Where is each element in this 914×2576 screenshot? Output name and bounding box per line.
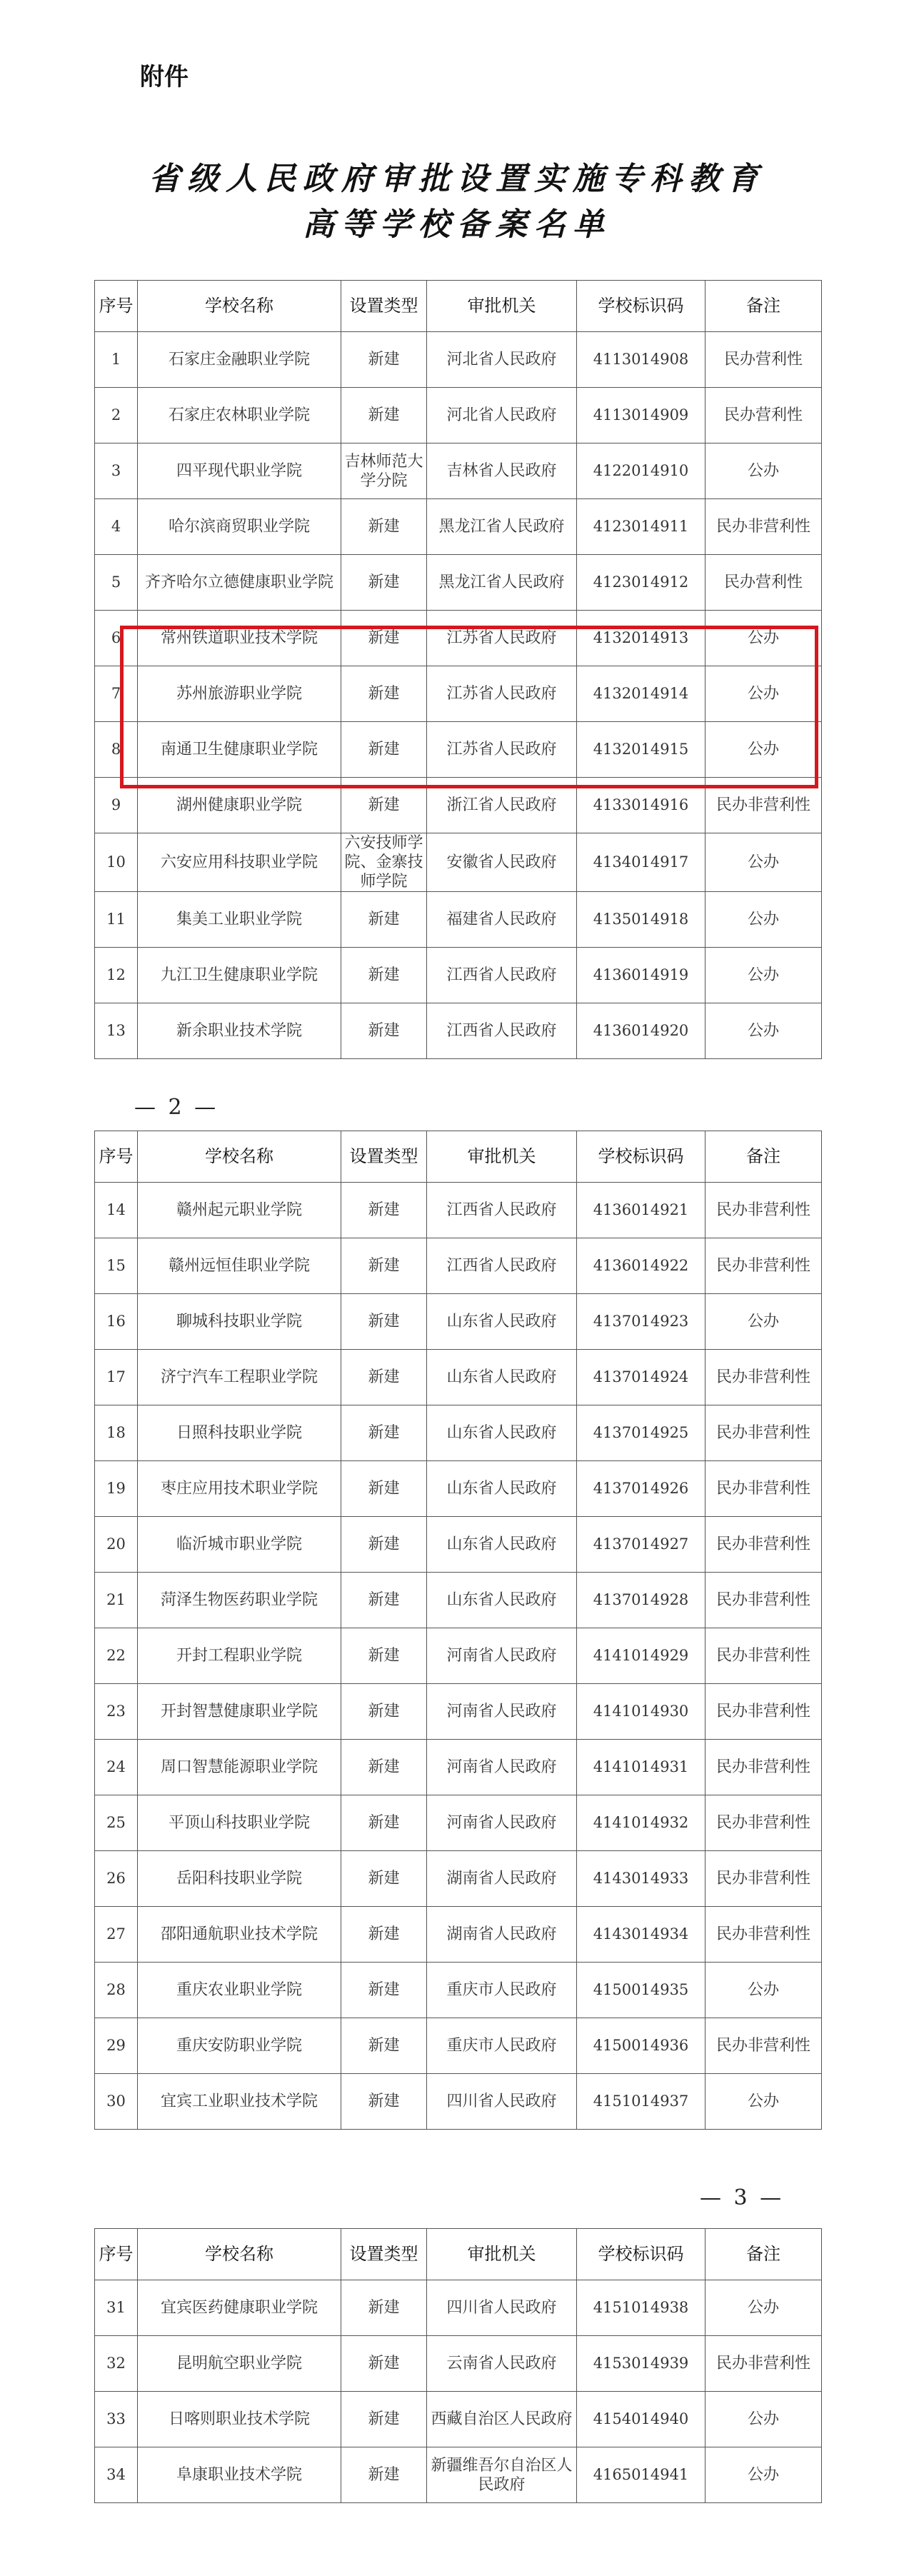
cell-seq: 27 — [95, 1907, 138, 1963]
cell-approval-authority: 安徽省人民政府 — [427, 833, 577, 892]
cell-seq: 34 — [95, 2447, 138, 2503]
cell-seq: 28 — [95, 1963, 138, 2018]
header-name: 学校名称 — [138, 2229, 341, 2280]
cell-remark: 公办 — [705, 2392, 822, 2447]
cell-seq: 16 — [95, 1294, 138, 1350]
page-number-3: — 3 — — [700, 2185, 785, 2210]
cell-school-name: 临沂城市职业学院 — [138, 1517, 341, 1573]
table-row — [95, 555, 822, 611]
cell-approval-authority: 江苏省人民政府 — [427, 611, 577, 666]
cell-approval-authority: 江西省人民政府 — [427, 1003, 577, 1059]
cell-approval-authority: 黑龙江省人民政府 — [427, 499, 577, 555]
cell-school-name: 宜宾医药健康职业学院 — [138, 2280, 341, 2336]
cell-seq: 29 — [95, 2018, 138, 2074]
cell-school-name: 四平现代职业学院 — [138, 443, 341, 499]
cell-school-code: 4165014941 — [577, 2447, 705, 2503]
cell-remark: 公办 — [705, 2280, 822, 2336]
cell-seq: 32 — [95, 2336, 138, 2392]
cell-school-code: 4143014934 — [577, 1907, 705, 1963]
cell-setup-type: 新建 — [341, 722, 427, 778]
cell-remark: 民办非营利性 — [705, 1740, 822, 1795]
cell-school-name: 周口智慧能源职业学院 — [138, 1740, 341, 1795]
cell-remark: 民办非营利性 — [705, 1350, 822, 1405]
table-row — [95, 1294, 822, 1350]
cell-seq: 18 — [95, 1405, 138, 1461]
cell-setup-type: 新建 — [341, 1461, 427, 1517]
cell-school-code: 4141014932 — [577, 1795, 705, 1851]
cell-setup-type: 新建 — [341, 1294, 427, 1350]
cell-remark: 民办非营利性 — [705, 1238, 822, 1294]
cell-setup-type: 新建 — [341, 1684, 427, 1740]
table-row — [95, 2280, 822, 2336]
cell-school-name: 哈尔滨商贸职业学院 — [138, 499, 341, 555]
cell-remark: 公办 — [705, 948, 822, 1003]
cell-approval-authority: 黑龙江省人民政府 — [427, 555, 577, 611]
cell-seq: 33 — [95, 2392, 138, 2447]
cell-seq: 1 — [95, 332, 138, 388]
cell-approval-authority: 山东省人民政府 — [427, 1405, 577, 1461]
cell-setup-type: 新建 — [341, 1238, 427, 1294]
table-row — [95, 833, 822, 892]
table-row — [95, 1907, 822, 1963]
header-type: 设置类型 — [341, 281, 427, 332]
table-row — [95, 1003, 822, 1059]
cell-school-code: 4151014937 — [577, 2074, 705, 2130]
cell-school-name: 九江卫生健康职业学院 — [138, 948, 341, 1003]
cell-remark: 民办非营利性 — [705, 1461, 822, 1517]
header-seq: 序号 — [95, 1131, 138, 1183]
cell-seq: 17 — [95, 1350, 138, 1405]
cell-approval-authority: 新疆维吾尔自治区人民政府 — [427, 2447, 577, 2503]
cell-setup-type: 新建 — [341, 1907, 427, 1963]
cell-setup-type: 新建 — [341, 1628, 427, 1684]
cell-approval-authority: 湖南省人民政府 — [427, 1907, 577, 1963]
cell-school-name: 聊城科技职业学院 — [138, 1294, 341, 1350]
cell-seq: 30 — [95, 2074, 138, 2130]
cell-setup-type: 新建 — [341, 1851, 427, 1907]
cell-setup-type: 新建 — [341, 1963, 427, 2018]
header-code: 学校标识码 — [577, 1131, 705, 1183]
cell-school-name: 石家庄金融职业学院 — [138, 332, 341, 388]
cell-approval-authority: 河南省人民政府 — [427, 1740, 577, 1795]
header-seq: 序号 — [95, 2229, 138, 2280]
cell-setup-type: 新建 — [341, 2447, 427, 2503]
cell-school-name: 重庆农业职业学院 — [138, 1963, 341, 2018]
cell-remark: 民办营利性 — [705, 555, 822, 611]
cell-school-name: 开封智慧健康职业学院 — [138, 1684, 341, 1740]
cell-school-code: 4113014909 — [577, 388, 705, 443]
table-row — [95, 892, 822, 948]
cell-seq: 4 — [95, 499, 138, 555]
attachment-label: 附件 — [140, 63, 189, 91]
table-row — [95, 1740, 822, 1795]
cell-school-code: 4123014912 — [577, 555, 705, 611]
cell-school-code: 4151014938 — [577, 2280, 705, 2336]
cell-remark: 公办 — [705, 2447, 822, 2503]
cell-school-code: 4136014921 — [577, 1183, 705, 1238]
cell-approval-authority: 山东省人民政府 — [427, 1350, 577, 1405]
cell-seq: 21 — [95, 1573, 138, 1628]
cell-setup-type: 新建 — [341, 2336, 427, 2392]
cell-remark: 公办 — [705, 2074, 822, 2130]
cell-school-code: 4137014923 — [577, 1294, 705, 1350]
cell-setup-type: 新建 — [341, 1350, 427, 1405]
cell-approval-authority: 河南省人民政府 — [427, 1795, 577, 1851]
cell-remark: 公办 — [705, 1963, 822, 2018]
table-row — [95, 1573, 822, 1628]
cell-setup-type: 新建 — [341, 388, 427, 443]
cell-setup-type: 新建 — [341, 1795, 427, 1851]
cell-school-name: 宜宾工业职业技术学院 — [138, 2074, 341, 2130]
cell-school-code: 4132014915 — [577, 722, 705, 778]
cell-seq: 26 — [95, 1851, 138, 1907]
cell-setup-type: 新建 — [341, 1740, 427, 1795]
cell-setup-type: 新建 — [341, 2018, 427, 2074]
cell-approval-authority: 重庆市人民政府 — [427, 1963, 577, 2018]
cell-remark: 民办非营利性 — [705, 1573, 822, 1628]
table-header-row — [95, 2229, 822, 2280]
cell-school-code: 4136014920 — [577, 1003, 705, 1059]
cell-school-name: 齐齐哈尔立德健康职业学院 — [138, 555, 341, 611]
cell-school-name: 石家庄农林职业学院 — [138, 388, 341, 443]
table-row — [95, 1405, 822, 1461]
header-type: 设置类型 — [341, 2229, 427, 2280]
cell-seq: 2 — [95, 388, 138, 443]
cell-school-code: 4136014919 — [577, 948, 705, 1003]
cell-school-code: 4137014925 — [577, 1405, 705, 1461]
cell-school-name: 济宁汽车工程职业学院 — [138, 1350, 341, 1405]
cell-school-code: 4141014930 — [577, 1684, 705, 1740]
cell-approval-authority: 四川省人民政府 — [427, 2074, 577, 2130]
cell-remark: 公办 — [705, 1003, 822, 1059]
cell-school-code: 4141014931 — [577, 1740, 705, 1795]
table-row — [95, 611, 822, 666]
cell-school-code: 4113014908 — [577, 332, 705, 388]
cell-setup-type: 新建 — [341, 892, 427, 948]
table-header-row — [95, 281, 822, 332]
cell-setup-type: 新建 — [341, 2074, 427, 2130]
cell-seq: 6 — [95, 611, 138, 666]
table-row — [95, 1684, 822, 1740]
table-row — [95, 2392, 822, 2447]
cell-setup-type: 新建 — [341, 611, 427, 666]
cell-seq: 8 — [95, 722, 138, 778]
cell-approval-authority: 江西省人民政府 — [427, 1238, 577, 1294]
cell-seq: 19 — [95, 1461, 138, 1517]
cell-school-code: 4150014936 — [577, 2018, 705, 2074]
cell-seq: 3 — [95, 443, 138, 499]
table-row — [95, 722, 822, 778]
registration-table-page1 — [94, 280, 822, 1059]
cell-school-code: 4134014917 — [577, 833, 705, 892]
cell-approval-authority: 湖南省人民政府 — [427, 1851, 577, 1907]
cell-seq: 14 — [95, 1183, 138, 1238]
cell-school-name: 集美工业职业学院 — [138, 892, 341, 948]
cell-remark: 民办非营利性 — [705, 1628, 822, 1684]
table-row — [95, 666, 822, 722]
cell-school-name: 六安应用科技职业学院 — [138, 833, 341, 892]
cell-school-name: 苏州旅游职业学院 — [138, 666, 341, 722]
cell-approval-authority: 山东省人民政府 — [427, 1517, 577, 1573]
cell-remark: 民办非营利性 — [705, 1907, 822, 1963]
cell-seq: 24 — [95, 1740, 138, 1795]
cell-remark: 民办非营利性 — [705, 1684, 822, 1740]
cell-school-code: 4132014913 — [577, 611, 705, 666]
cell-school-name: 日照科技职业学院 — [138, 1405, 341, 1461]
table-row — [95, 2336, 822, 2392]
header-authority: 审批机关 — [427, 1131, 577, 1183]
cell-approval-authority: 山东省人民政府 — [427, 1294, 577, 1350]
cell-school-name: 昆明航空职业学院 — [138, 2336, 341, 2392]
cell-approval-authority: 浙江省人民政府 — [427, 778, 577, 833]
cell-remark: 民办非营利性 — [705, 1405, 822, 1461]
cell-school-code: 4135014918 — [577, 892, 705, 948]
cell-approval-authority: 山东省人民政府 — [427, 1461, 577, 1517]
cell-seq: 5 — [95, 555, 138, 611]
cell-setup-type: 新建 — [341, 1573, 427, 1628]
table-row — [95, 1183, 822, 1238]
cell-approval-authority: 江西省人民政府 — [427, 948, 577, 1003]
cell-remark: 民办非营利性 — [705, 1183, 822, 1238]
cell-remark: 民办非营利性 — [705, 1851, 822, 1907]
cell-remark: 民办非营利性 — [705, 2336, 822, 2392]
table-row — [95, 388, 822, 443]
cell-school-name: 赣州起元职业学院 — [138, 1183, 341, 1238]
cell-remark: 民办非营利性 — [705, 1795, 822, 1851]
registration-table-page3 — [94, 2228, 822, 2503]
table-row — [95, 1851, 822, 1907]
cell-school-code: 4141014929 — [577, 1628, 705, 1684]
cell-school-code: 4132014914 — [577, 666, 705, 722]
table-row — [95, 499, 822, 555]
cell-remark: 民办非营利性 — [705, 499, 822, 555]
cell-approval-authority: 河南省人民政府 — [427, 1684, 577, 1740]
cell-remark: 公办 — [705, 833, 822, 892]
cell-seq: 12 — [95, 948, 138, 1003]
header-type: 设置类型 — [341, 1131, 427, 1183]
cell-school-name: 邵阳通航职业技术学院 — [138, 1907, 341, 1963]
cell-remark: 公办 — [705, 1294, 822, 1350]
table-row — [95, 1628, 822, 1684]
cell-school-code: 4123014911 — [577, 499, 705, 555]
page-number-2: — 2 — — [134, 1095, 219, 1120]
cell-approval-authority: 西藏自治区人民政府 — [427, 2392, 577, 2447]
cell-remark: 公办 — [705, 443, 822, 499]
cell-school-name: 日喀则职业技术学院 — [138, 2392, 341, 2447]
cell-school-code: 4122014910 — [577, 443, 705, 499]
cell-seq: 23 — [95, 1684, 138, 1740]
cell-school-code: 4137014926 — [577, 1461, 705, 1517]
table-header-row — [95, 1131, 822, 1183]
cell-seq: 25 — [95, 1795, 138, 1851]
header-authority: 审批机关 — [427, 2229, 577, 2280]
cell-school-name: 湖州健康职业学院 — [138, 778, 341, 833]
cell-remark: 公办 — [705, 611, 822, 666]
cell-school-name: 新余职业技术学院 — [138, 1003, 341, 1059]
table-row — [95, 1517, 822, 1573]
header-seq: 序号 — [95, 281, 138, 332]
cell-approval-authority: 河南省人民政府 — [427, 1628, 577, 1684]
cell-school-name: 平顶山科技职业学院 — [138, 1795, 341, 1851]
cell-approval-authority: 重庆市人民政府 — [427, 2018, 577, 2074]
cell-remark: 民办非营利性 — [705, 1517, 822, 1573]
cell-setup-type: 吉林师范大学分院 — [341, 443, 427, 499]
header-remark: 备注 — [705, 281, 822, 332]
cell-school-name: 阜康职业技术学院 — [138, 2447, 341, 2503]
table-row — [95, 2074, 822, 2130]
header-remark: 备注 — [705, 1131, 822, 1183]
cell-school-name: 岳阳科技职业学院 — [138, 1851, 341, 1907]
cell-school-code: 4133014916 — [577, 778, 705, 833]
cell-school-name: 开封工程职业学院 — [138, 1628, 341, 1684]
cell-setup-type: 新建 — [341, 499, 427, 555]
table-row — [95, 1963, 822, 2018]
header-name: 学校名称 — [138, 281, 341, 332]
table-row — [95, 443, 822, 499]
cell-seq: 20 — [95, 1517, 138, 1573]
table-row — [95, 1461, 822, 1517]
header-code: 学校标识码 — [577, 2229, 705, 2280]
cell-seq: 15 — [95, 1238, 138, 1294]
cell-school-code: 4143014933 — [577, 1851, 705, 1907]
cell-school-name: 重庆安防职业学院 — [138, 2018, 341, 2074]
table-row — [95, 1238, 822, 1294]
cell-setup-type: 新建 — [341, 778, 427, 833]
table-row — [95, 778, 822, 833]
cell-school-name: 赣州远恒佳职业学院 — [138, 1238, 341, 1294]
cell-setup-type: 新建 — [341, 1405, 427, 1461]
cell-seq: 9 — [95, 778, 138, 833]
cell-school-code: 4137014928 — [577, 1573, 705, 1628]
cell-remark: 民办营利性 — [705, 332, 822, 388]
cell-remark: 公办 — [705, 722, 822, 778]
cell-approval-authority: 河北省人民政府 — [427, 332, 577, 388]
table-row — [95, 1350, 822, 1405]
cell-school-code: 4150014935 — [577, 1963, 705, 2018]
cell-seq: 22 — [95, 1628, 138, 1684]
cell-setup-type: 新建 — [341, 1183, 427, 1238]
cell-setup-type: 新建 — [341, 666, 427, 722]
cell-approval-authority: 云南省人民政府 — [427, 2336, 577, 2392]
cell-seq: 31 — [95, 2280, 138, 2336]
cell-approval-authority: 四川省人民政府 — [427, 2280, 577, 2336]
cell-remark: 公办 — [705, 666, 822, 722]
cell-approval-authority: 江苏省人民政府 — [427, 722, 577, 778]
header-remark: 备注 — [705, 2229, 822, 2280]
cell-remark: 公办 — [705, 892, 822, 948]
cell-approval-authority: 江西省人民政府 — [427, 1183, 577, 1238]
cell-school-code: 4154014940 — [577, 2392, 705, 2447]
cell-school-code: 4153014939 — [577, 2336, 705, 2392]
cell-setup-type: 新建 — [341, 948, 427, 1003]
document-title-line1: 省级人民政府审批设置实施专科教育 — [149, 161, 765, 197]
cell-setup-type: 新建 — [341, 2392, 427, 2447]
cell-school-name: 枣庄应用技术职业学院 — [138, 1461, 341, 1517]
cell-remark: 民办营利性 — [705, 388, 822, 443]
cell-seq: 11 — [95, 892, 138, 948]
document-title-line2: 高等学校备案名单 — [303, 206, 611, 243]
cell-seq: 10 — [95, 833, 138, 892]
registration-table-page2 — [94, 1131, 822, 2130]
table-row — [95, 332, 822, 388]
cell-approval-authority: 山东省人民政府 — [427, 1573, 577, 1628]
cell-setup-type: 新建 — [341, 1517, 427, 1573]
header-code: 学校标识码 — [577, 281, 705, 332]
cell-approval-authority: 福建省人民政府 — [427, 892, 577, 948]
cell-seq: 7 — [95, 666, 138, 722]
cell-school-code: 4137014927 — [577, 1517, 705, 1573]
cell-setup-type: 六安技师学院、金寨技师学院 — [341, 833, 427, 892]
cell-remark: 民办非营利性 — [705, 778, 822, 833]
cell-setup-type: 新建 — [341, 332, 427, 388]
cell-school-name: 菏泽生物医药职业学院 — [138, 1573, 341, 1628]
cell-school-code: 4136014922 — [577, 1238, 705, 1294]
table-row — [95, 1795, 822, 1851]
cell-approval-authority: 吉林省人民政府 — [427, 443, 577, 499]
cell-setup-type: 新建 — [341, 1003, 427, 1059]
header-authority: 审批机关 — [427, 281, 577, 332]
cell-school-name: 南通卫生健康职业学院 — [138, 722, 341, 778]
table-row — [95, 948, 822, 1003]
cell-setup-type: 新建 — [341, 555, 427, 611]
table-row — [95, 2447, 822, 2503]
cell-setup-type: 新建 — [341, 2280, 427, 2336]
table-row — [95, 2018, 822, 2074]
cell-seq: 13 — [95, 1003, 138, 1059]
cell-remark: 民办非营利性 — [705, 2018, 822, 2074]
header-name: 学校名称 — [138, 1131, 341, 1183]
cell-school-name: 常州铁道职业技术学院 — [138, 611, 341, 666]
cell-approval-authority: 江苏省人民政府 — [427, 666, 577, 722]
cell-approval-authority: 河北省人民政府 — [427, 388, 577, 443]
cell-school-code: 4137014924 — [577, 1350, 705, 1405]
